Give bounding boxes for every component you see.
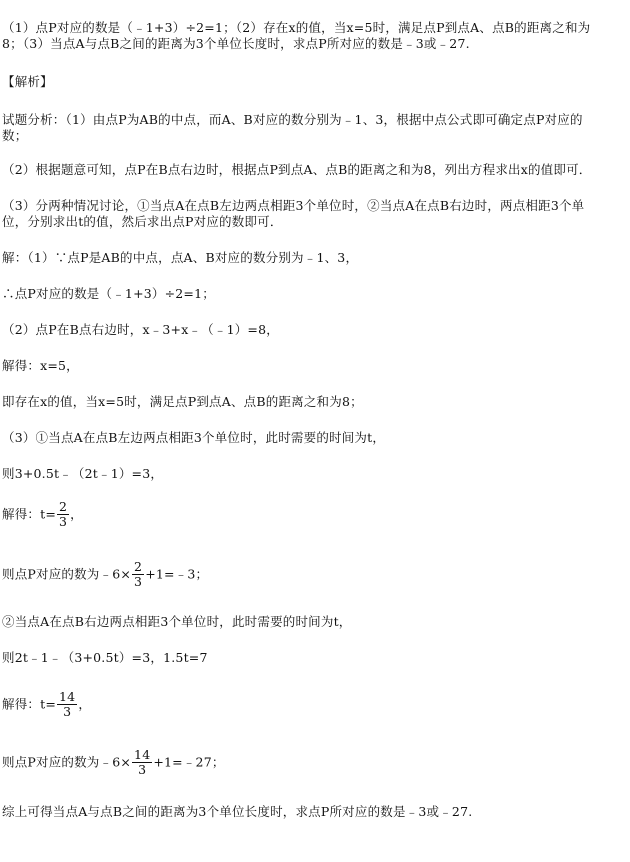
step-8-suffix: ， — [70, 506, 83, 522]
solution-step-6: （3）①当点A在点B左边两点相距3个单位时，此时需要的时间为t， — [2, 430, 386, 445]
analysis-p1-line-2: 数； — [2, 128, 28, 143]
fraction-numerator: 2 — [59, 499, 68, 514]
answer-line-2: 8；（3）当点A与点B之间的距离为3个单位长度时，求点P所对应的数是﹣3或﹣27. — [2, 36, 470, 51]
fraction-denominator: 3 — [59, 514, 68, 530]
section-heading: 【解析】 — [2, 74, 53, 89]
analysis-p1-line-1: 试题分析：（1）由点P为AB的中点，而A、B对应的数分别为﹣1、3，根据中点公式即可确定点P对应的 — [2, 112, 583, 127]
solution-step-7: 则3+0.5t﹣（2t﹣1）=3， — [2, 466, 164, 481]
solution-conclusion: 综上可得当点A与点B之间的距离为3个单位长度时，求点P所对应的数是﹣3或﹣27. — [2, 804, 473, 819]
fraction-denominator: 3 — [63, 704, 72, 720]
step-12-prefix: 解得：t= — [2, 696, 56, 712]
step-12-suffix: ， — [78, 696, 92, 712]
solution-step-12 — [2, 690, 628, 720]
fraction-two-thirds — [132, 560, 144, 590]
step-9-suffix: +1=﹣3； — [145, 566, 209, 582]
step-8-prefix: 解得：t= — [2, 506, 56, 522]
answer-line-1: （1）点P对应的数是（﹣1+3）÷2=1；（2）存在x的值，当x=5时，满足点P到点A、点B的距离之和为 — [2, 20, 591, 35]
solution-step-5: 即存在x的值，当x=5时，满足点P到点A、点B的距离之和为8； — [2, 394, 363, 409]
step-9-prefix: 则点P对应的数为﹣6× — [2, 566, 132, 582]
fraction-fourteen-thirds — [132, 748, 152, 778]
solution-step-8 — [2, 500, 628, 530]
solution-step-2: ∴点P对应的数是（﹣1+3）÷2=1； — [2, 286, 215, 301]
solution-step-3: （2）点P在B点右边时，x﹣3+x﹣（﹣1）=8， — [2, 322, 279, 337]
solution-step-9 — [2, 560, 628, 590]
step-13-prefix: 则点P对应的数为﹣6× — [2, 754, 132, 770]
fraction-numerator: 2 — [134, 559, 143, 574]
analysis-p3-line-2: 位，分别求出t的值，然后求出点P对应的数即可． — [2, 214, 283, 229]
solution-step-13 — [2, 748, 628, 778]
solution-step-4: 解得：x=5， — [2, 358, 79, 373]
solution-step-10: ②当点A在点B右边两点相距3个单位时，此时需要的时间为t， — [2, 614, 352, 629]
solution-step-1: 解：（1）∵点P是AB的中点，点A、B对应的数分别为﹣1、3， — [2, 250, 359, 265]
fraction-two-thirds — [57, 500, 69, 530]
fraction-denominator: 3 — [134, 574, 143, 590]
fraction-numerator: 14 — [59, 689, 76, 704]
fraction-numerator: 14 — [134, 747, 151, 762]
analysis-p3-line-1: （3）分两种情况讨论，①当点A在点B左边两点相距3个单位时，②当点A在点B右边时，两点相距3个单 — [2, 198, 585, 213]
fraction-denominator: 3 — [138, 762, 147, 778]
step-13-suffix: +1=﹣27； — [153, 754, 225, 770]
solution-step-11: 则2t﹣1﹣（3+0.5t）=3，1.5t=7 — [2, 650, 208, 665]
fraction-fourteen-thirds — [57, 690, 77, 720]
analysis-p2: （2）根据题意可知，点P在B点右边时，根据点P到点A、点B的距离之和为8，列出方程求出x的值即可． — [2, 162, 592, 177]
